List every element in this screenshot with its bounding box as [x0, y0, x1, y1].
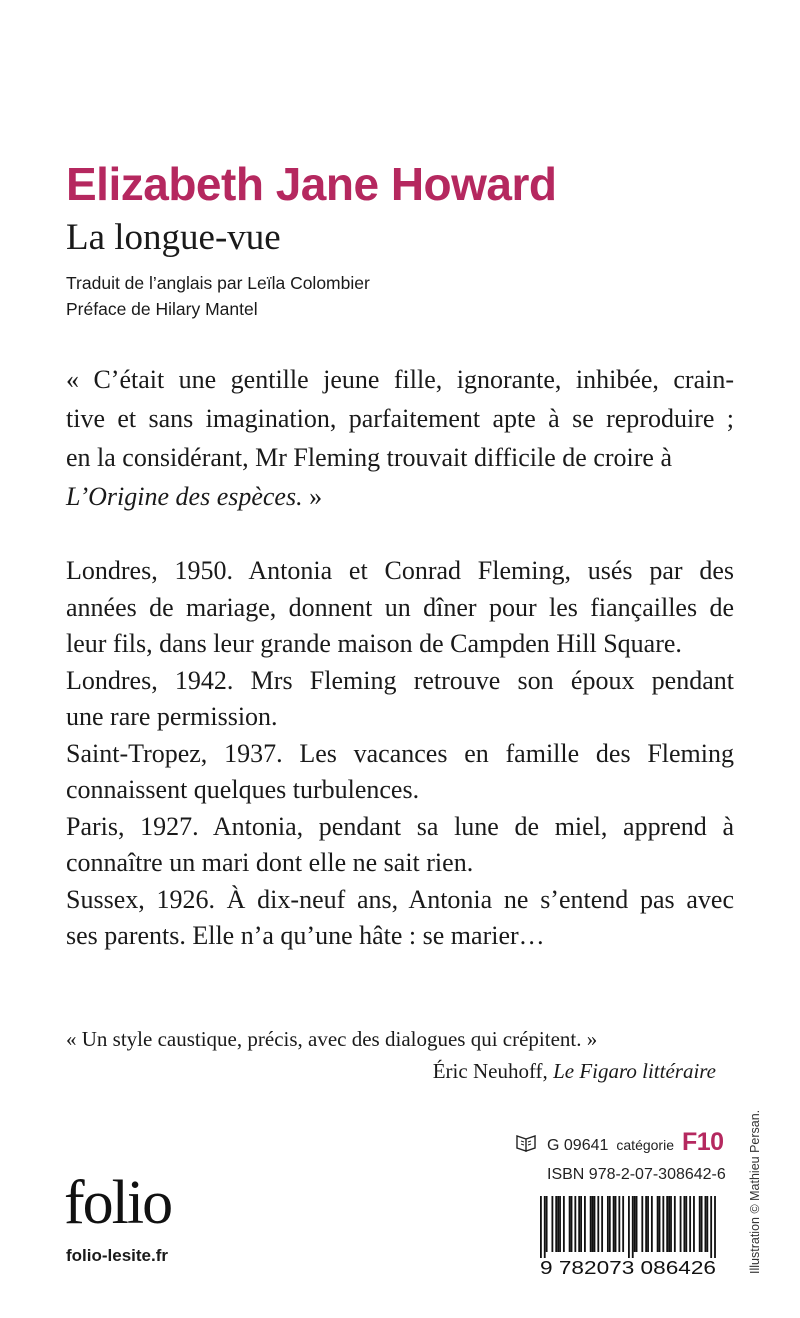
- barcode-bar: [657, 1196, 659, 1252]
- quote-close: »: [302, 482, 323, 511]
- summary-line: Londres, 1950. Antonia et Conrad Fleming, usés par des: [66, 556, 734, 585]
- barcode-bar: [628, 1196, 630, 1258]
- barcode-bar: [701, 1196, 703, 1252]
- review-source: [66, 1055, 716, 1087]
- press-review: [66, 1023, 716, 1087]
- barcode-bar: [706, 1196, 708, 1252]
- barcode-bar: [555, 1196, 557, 1252]
- barcode-bar: [670, 1196, 672, 1252]
- open-book-icon: [515, 1135, 537, 1153]
- barcode-bars: [540, 1196, 716, 1258]
- barcode-bar: [578, 1196, 580, 1252]
- summary-line: ses parents. Elle n’a qu’une hâte : se marier…: [66, 921, 545, 950]
- barcode-bar: [613, 1196, 615, 1252]
- barcode-bar: [540, 1196, 542, 1258]
- barcode-bar: [546, 1196, 548, 1252]
- barcode-bar: [693, 1196, 695, 1252]
- summary-line: Sussex, 1926. À dix-neuf ans, Antonia ne s’entend pas avec: [66, 884, 734, 914]
- barcode-bar: [551, 1196, 553, 1252]
- barcode-bar: [569, 1196, 571, 1252]
- category-code: F10: [681, 1128, 724, 1156]
- barcode-bar: [618, 1196, 620, 1252]
- barcode-bar: [601, 1196, 603, 1252]
- barcode-bar: [683, 1196, 685, 1252]
- isbn: ISBN 978-2-07-308642-6: [547, 1166, 726, 1183]
- barcode-bar: [710, 1196, 712, 1258]
- opening-quote: [66, 360, 734, 516]
- barcode-bar: [622, 1196, 624, 1252]
- barcode-bar: [557, 1196, 559, 1252]
- barcode-digits: 9 782073 086426: [540, 1258, 716, 1276]
- summary-line: Paris, 1927. Antonia, pendant sa lune de miel, apprend à: [66, 811, 734, 841]
- barcode-bar: [580, 1196, 582, 1252]
- barcode-bar: [705, 1196, 707, 1252]
- summary-line: leur fils, dans leur grande maison de Campden Hill Square.: [66, 629, 682, 658]
- author-name: Elizabeth Jane Howard: [66, 158, 557, 210]
- barcode-bar: [559, 1196, 561, 1252]
- barcode-bar: [674, 1196, 676, 1252]
- barcode-bar: [590, 1196, 592, 1252]
- barcode-bar: [645, 1196, 647, 1252]
- barcode-bar: [634, 1196, 636, 1252]
- barcode-bar: [680, 1196, 682, 1252]
- barcode-bar: [571, 1196, 573, 1252]
- summary-line: connaître un mari dont elle ne sait rien.: [66, 848, 474, 877]
- barcode-bar: [689, 1196, 691, 1252]
- review-publication: Le Figaro littéraire: [553, 1059, 716, 1083]
- translator-credit: Traduit de l’anglais par Leïla Colombier: [66, 273, 370, 293]
- credits: [66, 270, 370, 322]
- quote-line: [66, 477, 734, 516]
- summary-line: Saint-Tropez, 1937. Les vacances en famille des Fleming: [66, 738, 734, 768]
- barcode-bar: [685, 1196, 687, 1252]
- illustration-credit: Illustration © Mathieu Persan.: [748, 1109, 762, 1274]
- summary-line: années de mariage, donnent un dîner pour les fiançailles de: [66, 592, 734, 622]
- summary-line: connaissent quelques turbulences.: [66, 775, 420, 804]
- barcode-bar: [574, 1196, 576, 1252]
- review-quote: « Un style caustique, précis, avec des dialogues qui crépitent. »: [66, 1027, 598, 1051]
- review-critic: Éric Neuhoff,: [432, 1059, 554, 1083]
- barcode-bar: [651, 1196, 653, 1252]
- barcode-bar: [607, 1196, 609, 1252]
- preface-credit: Préface de Hilary Mantel: [66, 299, 258, 319]
- barcode-bar: [584, 1196, 586, 1252]
- barcode-bar: [714, 1196, 716, 1258]
- product-codes: [515, 1128, 726, 1183]
- barcode-bar: [597, 1196, 599, 1252]
- stock-code: G 09641: [547, 1137, 609, 1154]
- folio-logo: folio: [64, 1169, 172, 1237]
- book-title: La longue-vue: [66, 217, 281, 258]
- category-label: catégorie: [616, 1137, 674, 1153]
- quote-line: en la considérant, Mr Fleming trouvait difficile de croire à: [66, 443, 672, 472]
- summary: [66, 553, 734, 955]
- barcode-bar: [632, 1196, 634, 1258]
- publisher-site[interactable]: folio-lesite.fr: [66, 1246, 169, 1265]
- quote-line: tive et sans imagination, parfaitement apte à se reproduire ;: [66, 404, 734, 433]
- barcode-bar: [615, 1196, 617, 1252]
- barcode-bar: [563, 1196, 565, 1252]
- barcode-bar: [636, 1196, 638, 1252]
- summary-line: une rare permission.: [66, 702, 278, 731]
- barcode-bar: [647, 1196, 649, 1252]
- summary-line: Londres, 1942. Mrs Fleming retrouve son époux pendant: [66, 665, 734, 695]
- barcode-bar: [668, 1196, 670, 1252]
- barcode-bar: [659, 1196, 661, 1252]
- barcode-bar: [594, 1196, 596, 1252]
- barcode-bar: [609, 1196, 611, 1252]
- quote-book-title: L’Origine des espèces.: [66, 482, 303, 511]
- barcode-bar: [666, 1196, 668, 1252]
- quote-line: « C’était une gentille jeune fille, ignorante, inhibée, crain-: [66, 365, 734, 394]
- barcode-bar: [592, 1196, 594, 1252]
- barcode-bar: [662, 1196, 664, 1252]
- barcode-bar: [641, 1196, 643, 1252]
- barcode: [540, 1196, 716, 1276]
- barcode-bar: [544, 1196, 546, 1258]
- barcode-bar: [699, 1196, 701, 1252]
